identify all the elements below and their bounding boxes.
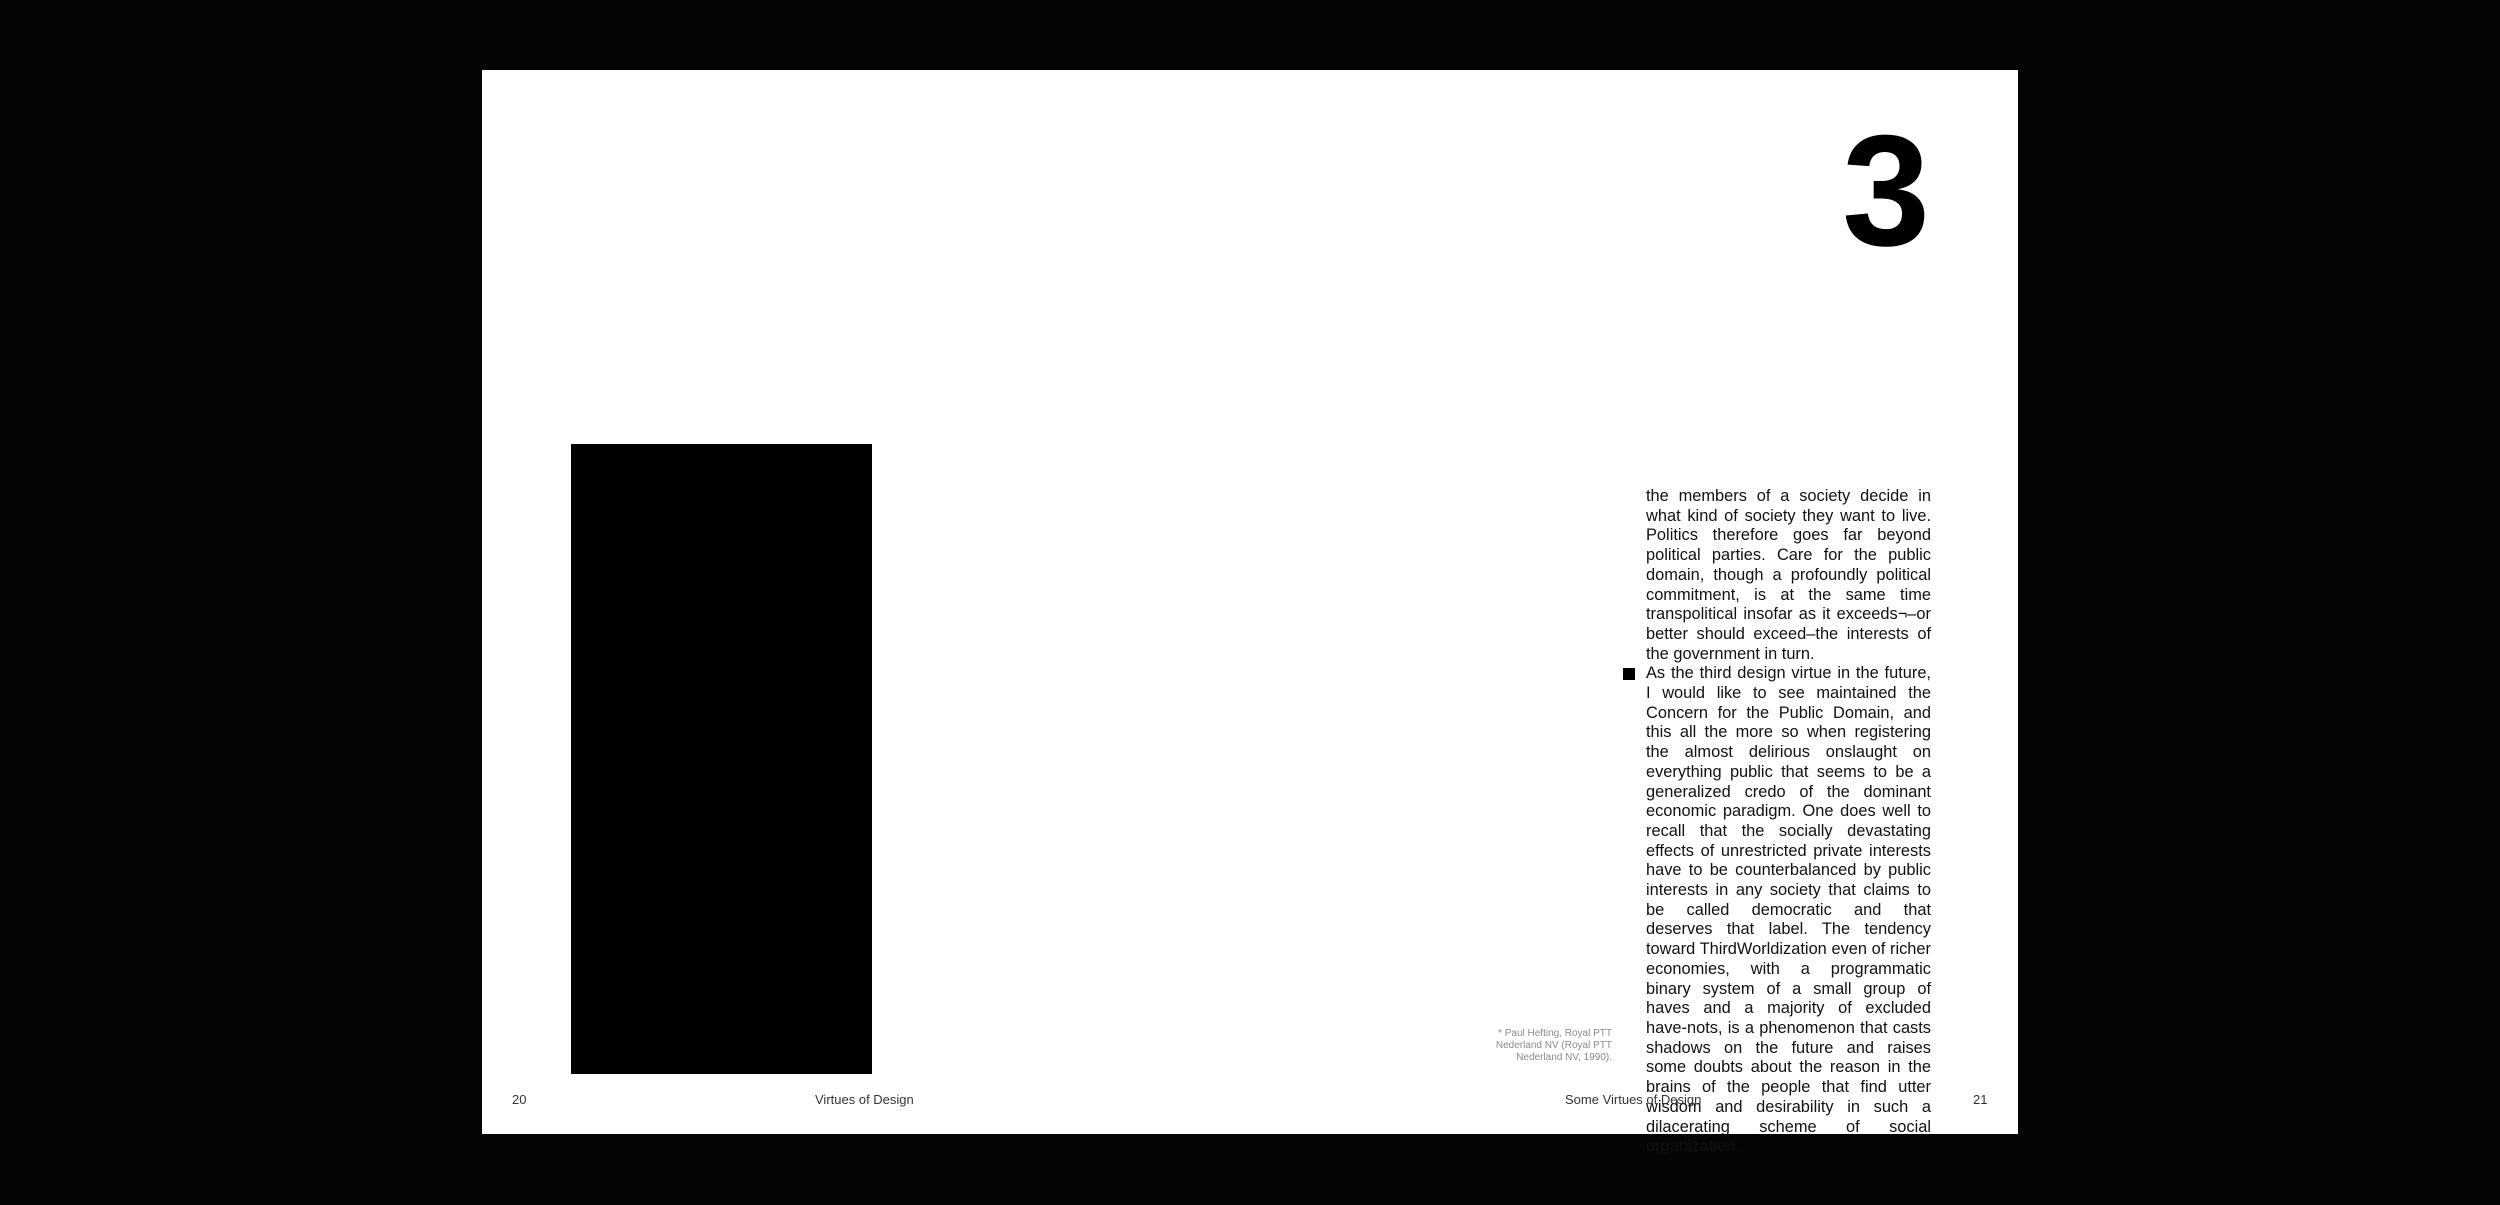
chapter-number: 3 (1842, 103, 1930, 279)
right-page-number: 21 (1973, 1092, 1988, 1107)
black-image-block (571, 444, 872, 1074)
right-running-title: Some Virtues of Design (1565, 1092, 1702, 1107)
footnote: * Paul Hefting, Royal PTT Nederland NV (Royal PTT Nederland NV, 1990). (1495, 1028, 1612, 1063)
body-text-column (1646, 487, 1931, 1157)
body-paragraph-marked (1646, 664, 1931, 1157)
book-spread (482, 70, 2018, 1156)
body-paragraph-text: As the third design virtue in the future, I would like to see maintained the Concern for the Public Domain, and this all the more so when registering the almost delirious onslaught on everything public that seems to be a generalized credo of the dominant economic paradigm. One does well to recall that the socially devastating effects of unrestricted private interests have to be counterbalanced by public interests in any society that claims to be called democratic and that deserves that label. The tendency toward ThirdWorldization even of richer economies, with a programmatic binary system of a small group of haves and a majority of excluded have-nots, is a phenomenon that casts shadows on the future and raises some doubts about the reason in the brains of the people that find utter wisdom and desirability in such a dilacerating scheme of social organization. (1646, 664, 1931, 1156)
left-running-title: Virtues of Design (815, 1092, 914, 1107)
square-bullet-icon (1623, 668, 1635, 680)
body-paragraph: the members of a society decide in what kind of society they want to live. Politics therefore goes far beyond political parties. Care for the public domain, though a profoundly political commitment, is at the same time transpolitical insofar as it exceeds¬–or better should exceed–the interests of the government in turn. (1646, 487, 1931, 663)
left-page-number: 20 (512, 1092, 527, 1107)
